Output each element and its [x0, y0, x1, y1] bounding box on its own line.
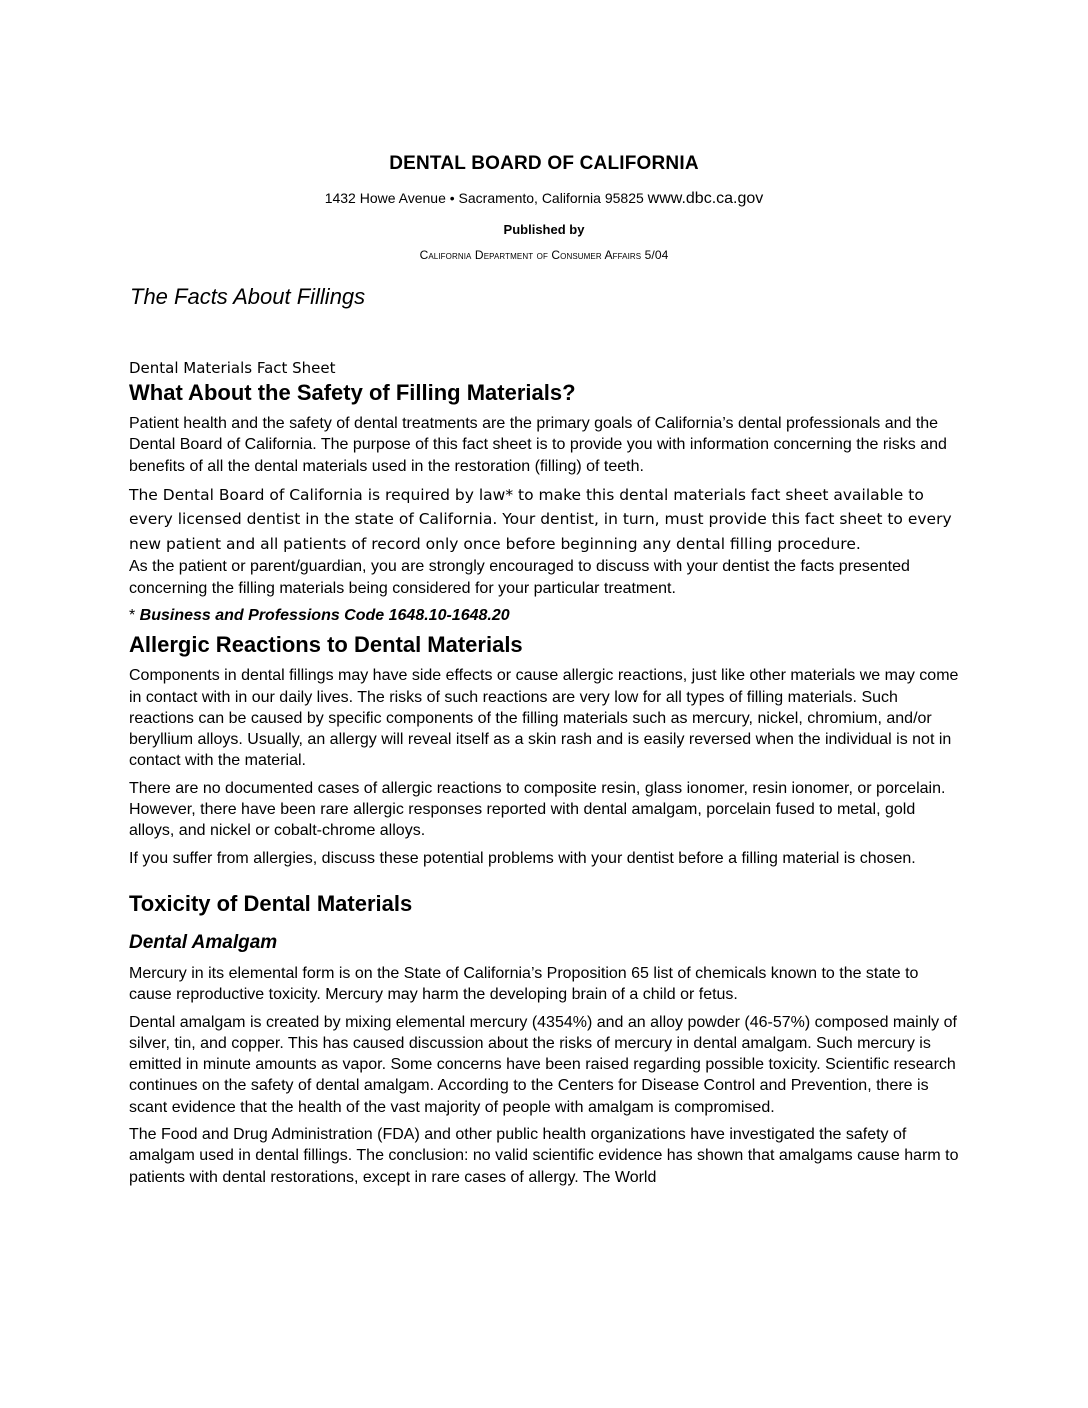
safety-paragraph-2: The Dental Board of California is required by law* to make this dental materials fact sheet available to every licensed dentist in the state of California. Your dentist, in turn, must provide this fact sheet to every new patient and all patients of record only once before beginning any dental filling procedure. [129, 485, 952, 553]
heading-allergic-reactions: Allergic Reactions to Dental Materials [129, 632, 523, 658]
org-title: DENTAL BOARD OF CALIFORNIA [389, 153, 699, 174]
published-by-label: Published by [503, 222, 585, 237]
toxicity-paragraph-1: Mercury in its elemental form is on the State of California’s Proposition 65 list of chemicals known to the state to cause reproductive toxicity. Mercury may harm the developing brain of a child or fetus. [129, 964, 919, 1004]
footnote-citation: Business and Professions Code 1648.10-1648.20 [139, 606, 510, 624]
allergic-paragraph-2: There are no documented cases of allergic reactions to composite resin, glass ionomer, resin ionomer, or porcelain. However, there have been rare allergic responses reported with dental amalgam, porcelain fused to metal, gold alloys, and nickel or cobalt-chrome alloys. [129, 779, 946, 840]
allergic-paragraph-3: If you suffer from allergies, discuss these potential problems with your dentist before a filling material is chosen. [129, 849, 916, 867]
org-address: 1432 Howe Avenue • Sacramento, California 95825 [324, 190, 644, 206]
fact-sheet-kicker: Dental Materials Fact Sheet [129, 359, 336, 377]
toxicity-paragraph-2: Dental amalgam is created by mixing elemental mercury (4354%) and an alloy powder (46-57%) composed mainly of silver, tin, and copper. This has caused discussion about the risks of mercury in dental amalgam. Such mercury is emitted in minute amounts as vapor. Some concerns have been raised regarding possible toxicity. Scientific research continues on the safety of dental amalgam. According to the Centers for Disease Control and Prevention, there is scant evidence that the health of the vast majority of people with amalgam is compromised. [129, 1013, 957, 1116]
law-footnote [129, 605, 959, 626]
safety-paragraph-3: As the patient or parent/guardian, you are strongly encouraged to discuss with your dentist the facts presented concerning the filling materials being considered for your particular treatment. [129, 558, 910, 597]
allergic-paragraph-1: Components in dental fillings may have side effects or cause allergic reactions, just like other materials we may come in contact with in our daily lives. The risks of such reactions are very low for all types of filling materials. Such reactions can be caused by specific components of the filling materials such as mercury, nickel, chromium, and/or beryllium alloys. Usually, an allergy will reveal itself as a skin rash and is easily reversed when the individual is not in contact with the material. [129, 667, 959, 770]
heading-safety: What About the Safety of Filling Materials? [129, 380, 576, 405]
safety-paragraph-1: Patient health and the safety of dental treatments are the primary goals of California’s dental professionals and the Dental Board of California. The purpose of this fact sheet is to provide you with information concerning the risks and benefits of all the dental materials used in the restoration (filling) of teeth. [129, 415, 947, 475]
footnote-mark: * [129, 606, 140, 624]
org-address-line [0, 190, 1088, 208]
document-title: The Facts About Fillings [130, 284, 366, 309]
org-url: www.dbc.ca.gov [647, 190, 764, 207]
document-body [129, 358, 959, 1194]
section-spacer [129, 875, 959, 889]
subheading-dental-amalgam: Dental Amalgam [129, 931, 278, 953]
publisher-department: California Department of Consumer Affairs 5/04 [419, 248, 669, 262]
heading-toxicity: Toxicity of Dental Materials [129, 890, 413, 916]
toxicity-paragraph-3: The Food and Drug Administration (FDA) and other public health organizations have investigated the safety of amalgam used in dental fillings. The conclusion: no valid scientific evidence has shown that amalgams cause harm to patients with dental restorations, except in rare cases of allergy. The World [129, 1126, 959, 1186]
